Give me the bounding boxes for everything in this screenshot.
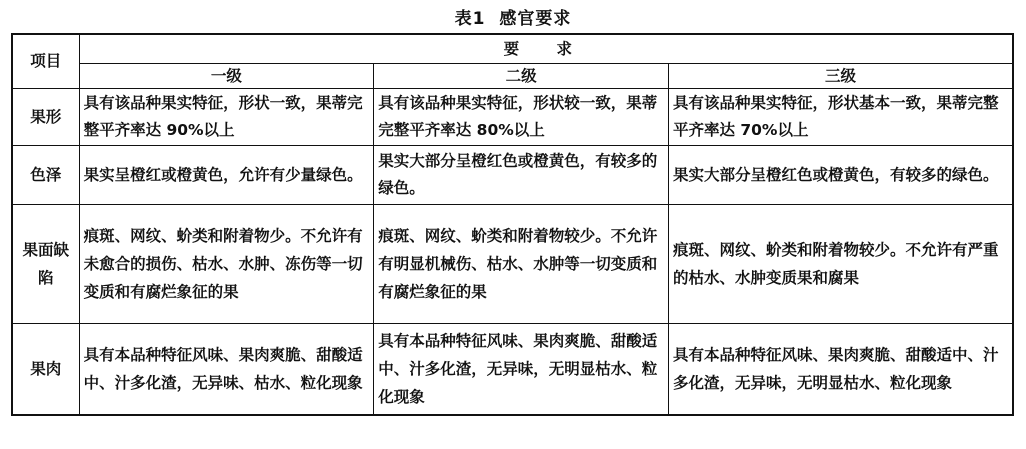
- header-item: 项目: [12, 34, 79, 89]
- table-number: 表1: [454, 9, 486, 29]
- header-requirements: 要 求: [79, 34, 1013, 64]
- row-item-label: 色泽: [12, 146, 79, 205]
- grade-2-cell: 具有该品种果实特征，形状较一致，果蒂完整平齐率达 80%以上: [374, 89, 669, 146]
- grade-2-cell: 果实大部分呈橙红色或橙黄色，有较多的绿色。: [374, 146, 669, 205]
- header-grade-3: 三级: [668, 64, 1013, 89]
- row-item-label: 果形: [12, 89, 79, 146]
- header-row-2: [12, 64, 1013, 89]
- grade-3-cell: 具有本品种特征风味、果肉爽脆、甜酸适中、汁多化渣，无异味，无明显枯水、粒化现象: [668, 324, 1013, 416]
- table-row: [12, 146, 1013, 205]
- header-grade-2: 二级: [374, 64, 669, 89]
- sensory-requirements-table: [11, 33, 1014, 416]
- grade-2-cell: 痕斑、网纹、蚧类和附着物较少。不允许有明显机械伤、枯水、水肿等一切变质和有腐烂象征的果: [374, 205, 669, 324]
- grade-1-cell: 具有本品种特征风味、果肉爽脆、甜酸适中、汁多化渣，无异味、枯水、粒化现象: [79, 324, 374, 416]
- grade-3-cell: 具有该品种果实特征，形状基本一致，果蒂完整平齐率达 70%以上: [668, 89, 1013, 146]
- header-grade-1: 一级: [79, 64, 374, 89]
- table-row: [12, 324, 1013, 416]
- grade-2-cell: 具有本品种特征风味、果肉爽脆、甜酸适中、汁多化渣，无异味，无明显枯水、粒化现象: [374, 324, 669, 416]
- grade-3-cell: 痕斑、网纹、蚧类和附着物较少。不允许有严重的枯水、水肿变质果和腐果: [668, 205, 1013, 324]
- table-row: [12, 89, 1013, 146]
- table-name: 感官要求: [499, 9, 572, 29]
- grade-1-cell: 果实呈橙红或橙黄色，允许有少量绿色。: [79, 146, 374, 205]
- grade-1-cell: 具有该品种果实特征，形状一致，果蒂完整平齐率达 90%以上: [79, 89, 374, 146]
- header-row-1: [12, 34, 1013, 64]
- table-row: [12, 205, 1013, 324]
- grade-1-cell: 痕斑、网纹、蚧类和附着物少。不允许有未愈合的损伤、枯水、水肿、冻伤等一切变质和有腐烂象征的果: [79, 205, 374, 324]
- table-title: [0, 4, 1026, 29]
- grade-3-cell: 果实大部分呈橙红色或橙黄色，有较多的绿色。: [668, 146, 1013, 205]
- row-item-label: 果肉: [12, 324, 79, 416]
- row-item-label: 果面缺陷: [12, 205, 79, 324]
